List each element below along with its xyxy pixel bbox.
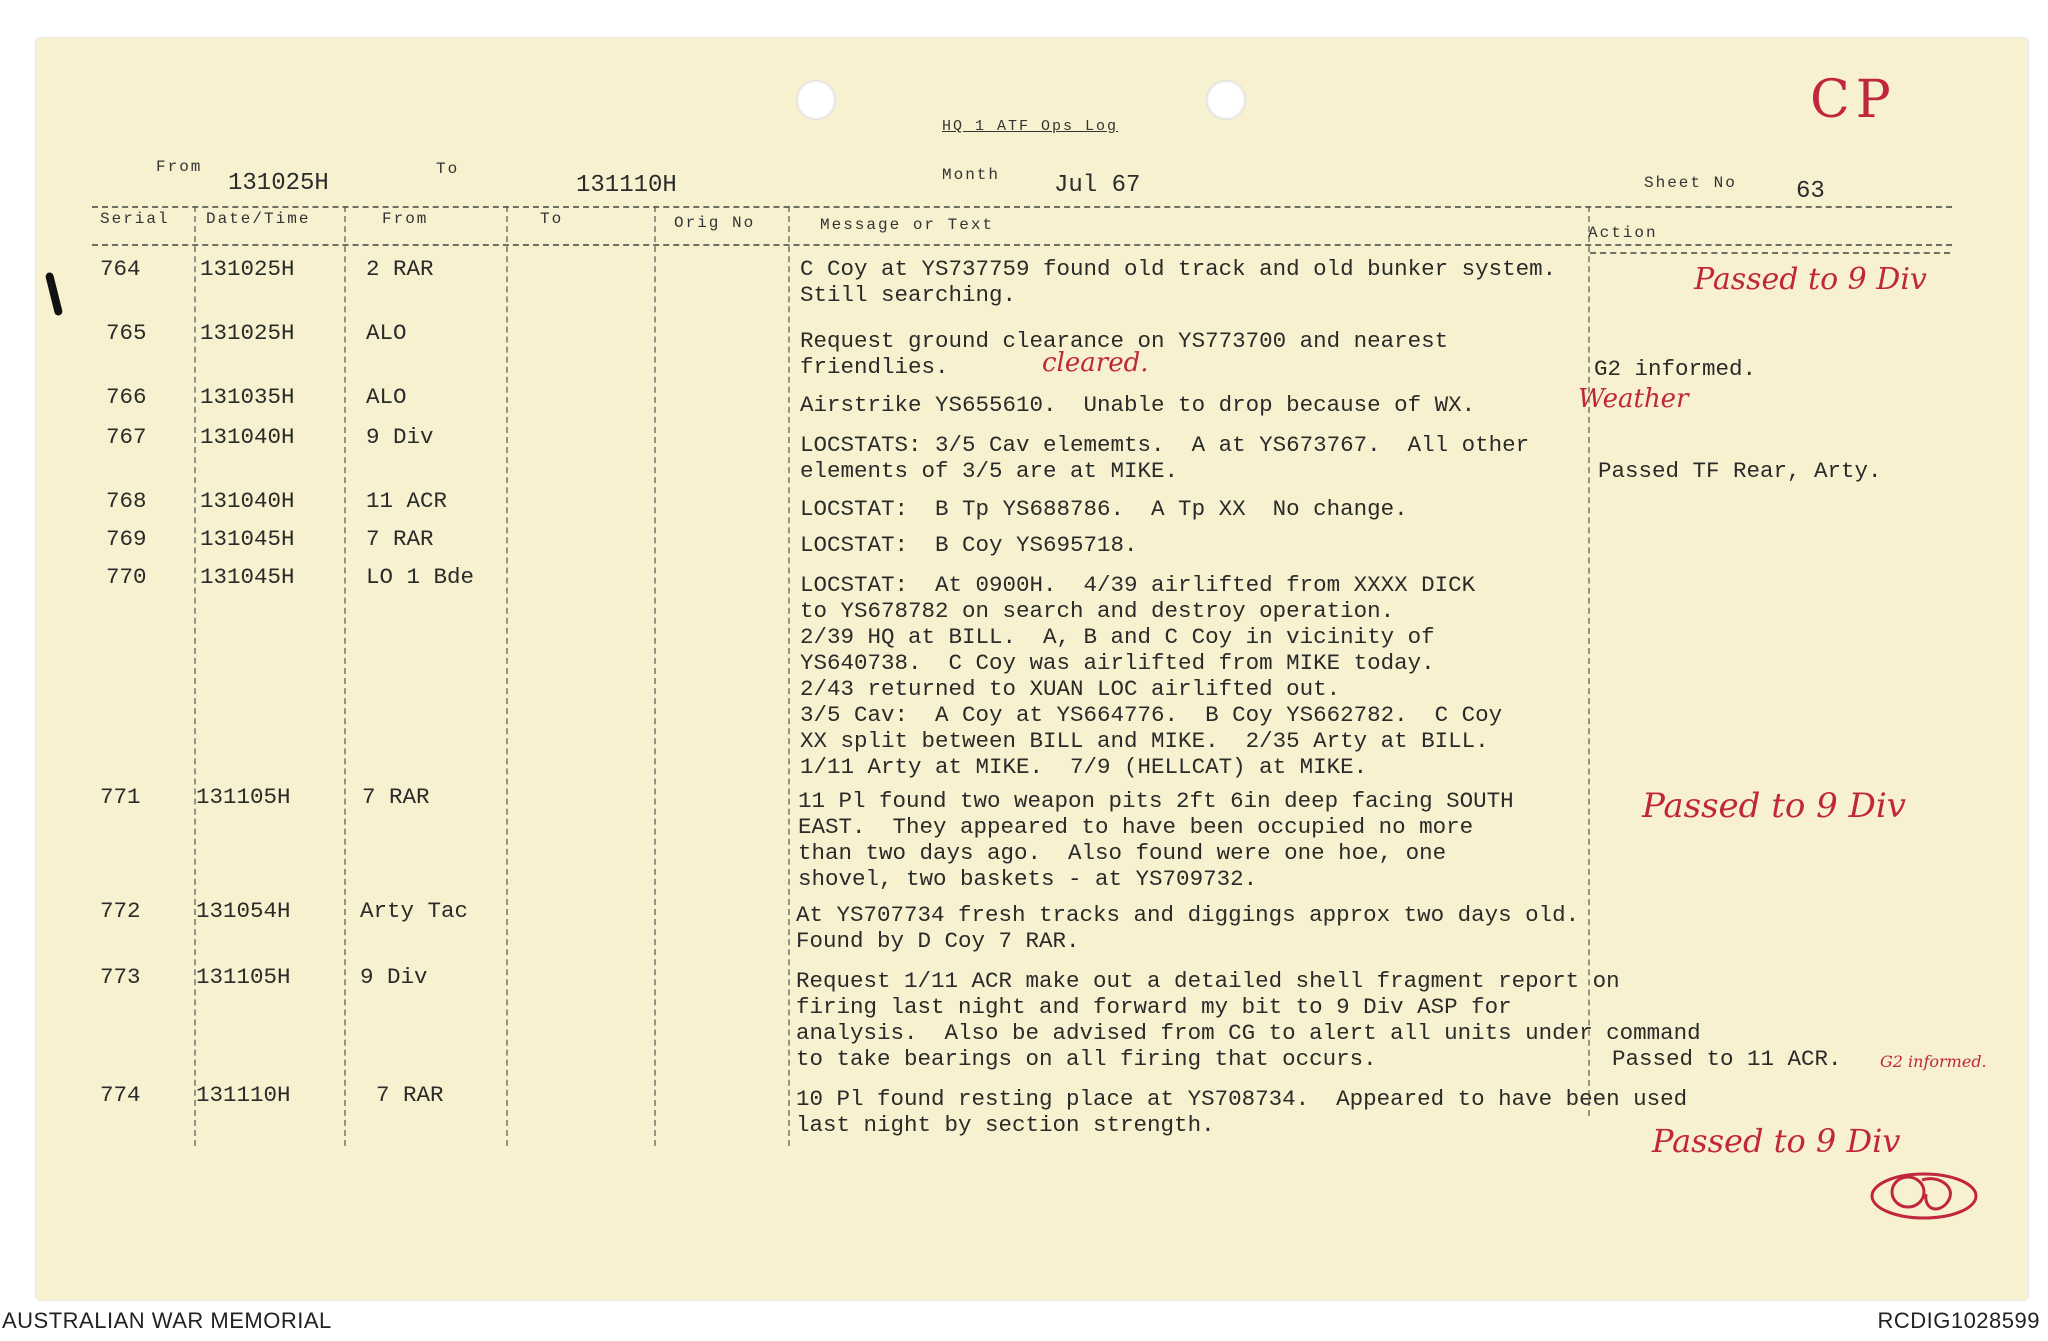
col-orig-no: Orig No xyxy=(674,214,756,232)
row-message: LOCSTATS: 3/5 Cav elememts. A at YS673767. All other elements of 3/5 are at MIKE. xyxy=(800,432,1530,484)
row-datetime: 131110H xyxy=(196,1082,291,1108)
annotation-passed-774: Passed to 9 Div xyxy=(1652,1122,1901,1160)
row-from: Arty Tac xyxy=(360,898,469,924)
sheet-value: 63 xyxy=(1796,178,1825,205)
month-label: Month xyxy=(942,166,1001,184)
row-serial: 770 xyxy=(106,564,147,590)
col-datetime: Date/Time xyxy=(206,210,311,228)
row-from: LO 1 Bde xyxy=(366,564,475,590)
row-serial: 774 xyxy=(100,1082,141,1108)
row-action: G2 informed. xyxy=(1594,356,1757,382)
row-from: 11 ACR xyxy=(366,488,448,514)
footer-id: RCDIG1028599 xyxy=(1877,1308,2040,1333)
row-serial: 764 xyxy=(100,256,141,282)
row-action: Passed TF Rear, Arty. xyxy=(1598,458,1882,484)
rule-action xyxy=(1590,252,1950,254)
row-message: LOCSTAT: At 0900H. 4/39 airlifted from XXXX DICK to YS678782 on search and destroy operation. 2/39 HQ at BILL. A, B and C Coy in vicinity of YS640738. C Coy was airlifted from MIKE today. 2/43 returned to XUAN LOC airlifted out. 3/5 Cav: A Coy at YS664776. B Coy YS662782. C Coy XX split between BILL and MIKE. 2/35 Arty at BILL. 1/11 Arty at MIKE. 7/9 (HELLCAT) at MIKE. xyxy=(800,572,1503,780)
row-from: ALO xyxy=(366,384,407,410)
col-divider-2 xyxy=(344,206,346,1146)
from-value: 131025H xyxy=(228,170,329,197)
col-message: Message or Text xyxy=(820,216,995,234)
col-action: Action xyxy=(1588,224,1658,242)
row-datetime: 131025H xyxy=(200,320,295,346)
row-datetime: 131105H xyxy=(196,964,291,990)
col-from: From xyxy=(382,210,429,228)
initials xyxy=(1898,1176,1900,1177)
rule-top xyxy=(92,206,1952,208)
annotation-passed-771: Passed to 9 Div xyxy=(1642,786,1906,826)
row-action: Passed to 11 ACR. xyxy=(1612,1046,1842,1072)
row-serial: 767 xyxy=(106,424,147,450)
month-value: Jul 67 xyxy=(1054,172,1141,199)
row-from: 9 Div xyxy=(366,424,434,450)
row-from: 7 RAR xyxy=(366,526,434,552)
row-from: 7 RAR xyxy=(376,1082,444,1108)
to-value: 131110H xyxy=(576,172,677,199)
row-message: 10 Pl found resting place at YS708734. Appeared to have been used last night by section strength. xyxy=(796,1086,1688,1138)
row-datetime: 131040H xyxy=(200,488,295,514)
col-divider-5 xyxy=(788,206,790,1146)
row-from: 9 Div xyxy=(360,964,428,990)
row-datetime: 131040H xyxy=(200,424,295,450)
row-serial: 768 xyxy=(106,488,147,514)
row-serial: 765 xyxy=(106,320,147,346)
col-divider-1 xyxy=(194,206,196,1146)
row-datetime: 131105H xyxy=(196,784,291,810)
row-from: ALO xyxy=(366,320,407,346)
row-serial: 773 xyxy=(100,964,141,990)
row-datetime: 131045H xyxy=(200,526,295,552)
col-divider-3 xyxy=(506,206,508,1146)
row-message: 11 Pl found two weapon pits 2ft 6in deep facing SOUTH EAST. They appeared to have been occupied no more than two days ago. Also found were one hoe, one shovel, two baskets - at YS709732. xyxy=(798,788,1514,892)
row-message: LOCSTAT: B Tp YS688786. A Tp XX No change. xyxy=(800,496,1408,522)
rule-header xyxy=(92,244,1952,246)
row-serial: 771 xyxy=(100,784,141,810)
row-message: Request ground clearance on YS773700 and nearest friendlies. xyxy=(800,328,1449,380)
row-datetime: 131035H xyxy=(200,384,295,410)
to-label: To xyxy=(436,160,460,178)
annotation-g2-773: G2 informed. xyxy=(1880,1052,1987,1071)
annotation-passed-764: Passed to 9 Div xyxy=(1694,262,1927,297)
annotation-cleared-765: cleared. xyxy=(1042,348,1149,378)
punch-hole-left xyxy=(796,80,836,120)
row-datetime: 131025H xyxy=(200,256,295,282)
row-message: Request 1/11 ACR make out a detailed shell fragment report on firing last night and forward my bit to 9 Div ASP for analysis. Also be advised from CG to alert all units under command to take bearings on all firing that occurs. xyxy=(796,968,1701,1072)
footer-source: AUSTRALIAN WAR MEMORIAL xyxy=(2,1308,332,1333)
from-label: From xyxy=(156,158,203,176)
row-message: At YS707734 fresh tracks and diggings approx two days old. Found by D Coy 7 RAR. xyxy=(796,902,1580,954)
row-serial: 772 xyxy=(100,898,141,924)
row-message: C Coy at YS737759 found old track and old bunker system. Still searching. xyxy=(800,256,1557,308)
row-message: Airstrike YS655610. Unable to drop because of WX. xyxy=(800,392,1476,418)
initials-scribble xyxy=(1864,1164,1984,1224)
row-serial: 769 xyxy=(106,526,147,552)
corner-mark: CP xyxy=(1810,70,1897,130)
log-title: HQ 1 ATF Ops Log xyxy=(942,118,1119,135)
sheet-label: Sheet No xyxy=(1644,174,1737,192)
row-datetime: 131054H xyxy=(196,898,291,924)
col-divider-4 xyxy=(654,206,656,1146)
row-datetime: 131045H xyxy=(200,564,295,590)
row-from: 2 RAR xyxy=(366,256,434,282)
row-message: LOCSTAT: B Coy YS695718. xyxy=(800,532,1138,558)
punch-hole-right xyxy=(1206,80,1246,120)
row-from: 7 RAR xyxy=(362,784,430,810)
col-to: To xyxy=(540,210,564,228)
col-serial: Serial xyxy=(100,210,170,228)
annotation-weather-766: Weather xyxy=(1578,384,1689,414)
row-serial: 766 xyxy=(106,384,147,410)
